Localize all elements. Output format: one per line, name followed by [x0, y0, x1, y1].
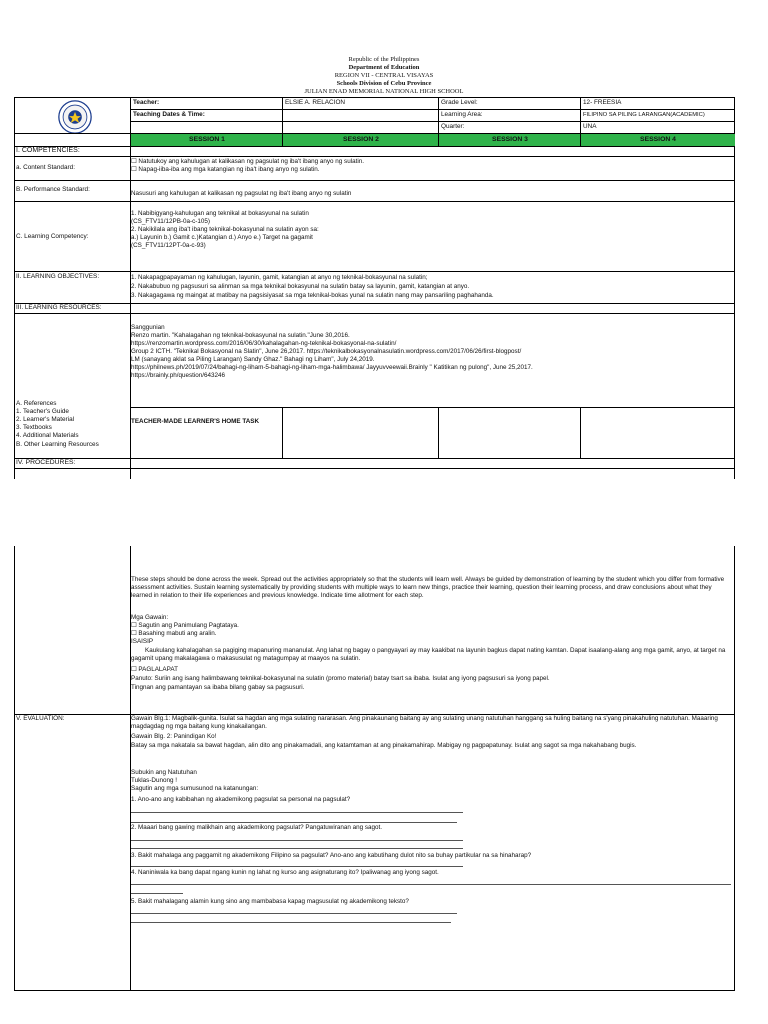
- answer-line: [131, 866, 463, 867]
- header-division: Schools Division of Cebu Province: [336, 80, 432, 87]
- mga-gawain-label: Mga Gawain:: [131, 614, 169, 621]
- resources-label: III. LEARNING RESOURCES:: [16, 304, 102, 311]
- ref-line-4: LM (sanayang aklat sa Piling Larangan) Sandy Ghaz." Bahagi ng Liham", July 24,2019.: [131, 356, 375, 363]
- content-standard-label: a. Content Standard:: [16, 164, 75, 171]
- tuklas-dunong: Tuklas-Dunong !: [131, 777, 177, 784]
- teacher-label: Teacher:: [133, 99, 160, 106]
- header-republic: Republic of the Philippines: [348, 56, 420, 63]
- ref-line-5: https://philnews.ph/2019/07/24/bahagi-ng-liham-5-bahagi-ng-liham-mga-halimbawa/ Jayyuvveewaii.Brainly " Katitikan ng pulong", June 25,2017.: [131, 364, 533, 371]
- objectives-label: II. LEARNING OBJECTIVES:: [16, 273, 100, 280]
- ref-line-1: Renzo martin. "Kahalagahan ng teknikal-bokasyunal na sulatin."June 30,2016.: [131, 332, 350, 339]
- session-3-header: SESSION 3: [438, 134, 581, 146]
- quarter-value: UNA: [583, 123, 597, 130]
- objective-1: 1. Nakapagpapayaman ng kahulugan, layunin, gamit, katangian at anyo ng teknikal-bokasyunal na sulatin;: [131, 274, 428, 281]
- question-5: 5. Bakit mahalagang alamin kung sino ang mambabasa kapag magsusulat ng akademikong teksto?: [131, 898, 409, 905]
- answer-line: [131, 913, 457, 914]
- ref-line-2: https://renzomartin.wordpress.com/2016/06/30/kahalagahan-ng-teknikal-bokasyonal-na-sulatin/: [131, 340, 397, 347]
- eval-gawain-2: Gawain Blg. 2: Panindigan Ko!: [131, 733, 217, 740]
- isaisip-label: ISAISIP: [131, 638, 154, 645]
- home-task-label: TEACHER-MADE LEARNER'S HOME TASK: [131, 418, 260, 425]
- subukin-label: Subukin ang Natutuhan: [131, 769, 197, 776]
- answer-line: [131, 840, 463, 841]
- procedures-label: IV. PROCEDURES:: [16, 459, 76, 466]
- objective-2: 2. Nakabubuo ng pagsusuri sa alinman sa mga teknikal bokasyunal na sulatin batay sa layunin, gamit, katangian at anyo.: [131, 283, 470, 290]
- refs-teachers-guide: 1. Teacher's Guide: [16, 408, 69, 415]
- refs-a: A. References: [16, 400, 57, 407]
- answer-line: [131, 812, 463, 813]
- session-2-header: SESSION 2: [282, 134, 439, 146]
- objective-3: 3. Nakagagawa ng maingat at matibay na pagsisiyasat sa mga teknikal-bokas yunal na sulatin nang may pansariling paghahanda.: [131, 292, 494, 299]
- school-header: [0, 56, 768, 96]
- deped-seal-icon: [58, 100, 92, 134]
- grade-label: Grade Level:: [441, 99, 478, 106]
- answer-line: [131, 922, 451, 923]
- competency-2: (CS_FTV11/12PB-0a-c-105): [131, 218, 210, 225]
- header-school: JULIAN ENAD MEMORIAL NATIONAL HIGH SCHOOL: [304, 88, 464, 95]
- content-standard-2: ☐ Napag-iiba-iba ang mga katangian ng iba't ibang anyo ng sulatin.: [131, 166, 320, 173]
- answer-line: [131, 848, 463, 849]
- competencies-label: I. COMPETENCIES:: [16, 147, 80, 154]
- eval-gawain-1: Gawain Blg.1: Magbalik-gunita. Isulat sa hagdan ang mga sulating nararasan. Ang pinakaunang baitang ay ang sulating unang natutuhan hanggang sa huling baitang na s'yang pinakahuling natutuhan. Maaaring magdagdag ng mga baitang kung kinakailangan.: [131, 715, 718, 730]
- isaisip-text: Kaukulang kahalagahan sa pagiging mapanuring mananulat. Ang lahat ng bagay o pangyayari ay may kaakibat na layunin bagkus dapat nating kamtan. Dapat isaalang-alang ang mga gamit, anyo, at target na gagamit upang makalagawa o makasusulat ng matagumpay at maayos na sulatin.: [131, 647, 726, 662]
- quarter-label: Quarter:: [441, 123, 465, 130]
- answer-line: [131, 822, 457, 823]
- refs-additional: 4. Additional Materials: [16, 432, 79, 439]
- answer-line: [131, 893, 183, 894]
- gawain-2: ☐ Basahing mabuti ang aralin.: [131, 630, 217, 637]
- paglalapat-label: ☐ PAGLALAPAT: [131, 666, 178, 673]
- question-1: 1. Ano-ano ang kabibahan ng akademikong pagsulat sa personal na pagsulat?: [131, 796, 351, 803]
- header-deped: Department of Education: [348, 64, 420, 71]
- ref-line-3: Group 2 ICTH. "Teknikal Bokasyonal na Slatin", June 26,2017. https://teknikalbokasyonalnasulatin.wordpress.com/2017/06/26/first-blogpost/: [131, 348, 522, 355]
- content-standard-1: ☐ Natutukoy ang kahulugan at kalikasan ng pagsulat ng iba't ibang anyo ng sulatin.: [131, 158, 364, 165]
- performance-standard-label: B. Performance Standard:: [16, 186, 90, 193]
- evaluation-label: V. EVALUATION:: [16, 715, 65, 722]
- session-4-header: SESSION 4: [580, 134, 735, 146]
- teacher-value: ELSIE A. RELACION: [285, 99, 346, 106]
- ref-heading: Sanggunian: [131, 324, 165, 331]
- learning-competency-label: C. Learning Competency:: [16, 233, 89, 240]
- refs-learners-material: 2. Learner's Material: [16, 416, 75, 423]
- panuto: Panuto: Suriin ang isang halimbawang teknikal-bokasyunal na sulatin (promo material) batay tsart sa ibaba. Isulat ang iyong pagsusuri sa iyong papel.: [131, 675, 550, 682]
- grade-value: 12- FREESIA: [583, 99, 622, 106]
- question-4: 4. Naniniwala ka bang dapat ngang kunin ng lahat ng kurso ang asignaturang ito? Ipaliwanag ang iyong sagot.: [131, 869, 439, 876]
- session-1-header: SESSION 1: [130, 134, 283, 146]
- ref-line-6: https://brainly.ph/question/643246: [131, 372, 226, 379]
- area-label: Learning Area:: [441, 111, 483, 118]
- area-value: FILIPINO SA PILING LARANGAN(ACADEMIC): [583, 112, 705, 118]
- tingnan: Tingnan ang pamantayan sa ibaba bilang gabay sa pagsusuri.: [131, 684, 305, 691]
- eval-batay: Batay sa mga nakatala sa bawat hagdan, alin dito ang pinakamadali, ang katamtaman at ang pinakamahirap. Mabigay ng pagpapatunay. Isulat ang sagot sa mga nakahabang bugis.: [131, 742, 637, 749]
- competency-5: (CS_FTV11/12PT-0a-c-93): [131, 242, 206, 249]
- competency-3: 2. Nakikilala ang iba't ibang teknikal-bokasyunal na sulatin ayon sa:: [131, 226, 319, 233]
- sagutin-label: Sagutin ang mga sumusunod na katanungan:: [131, 785, 259, 792]
- header-region: REGION VII - CENTRAL VISAYAS: [334, 72, 434, 79]
- question-3: 3. Bakit mahalaga ang paggamit ng akademikong Filipino sa pagsulat? Ano-ano ang kabutihang dulot nito sa buhay partikular na sa hinaharap?: [131, 852, 532, 859]
- answer-line: [131, 884, 731, 885]
- performance-standard-1: Nasusuri ang kahulugan at kalikasan ng pagsulat ng iba't ibang anyo ng sulatin: [131, 190, 352, 197]
- refs-other: B. Other Learning Resources: [16, 441, 99, 448]
- refs-textbooks: 3. Textbooks: [16, 424, 52, 431]
- question-2: 2. Maaari bang gawing malikhain ang akademikong pagsulat? Pangatuwiranan ang sagot.: [131, 824, 382, 831]
- dates-label: Teaching Dates & Time:: [133, 111, 205, 118]
- gawain-1: ☐ Sagutin ang Panimulang Pagtataya.: [131, 622, 239, 629]
- competency-4: a.) Layunin b.) Gamit c.)Katangian d.) Anyo e.) Target na gagamit: [131, 234, 313, 241]
- competency-1: 1. Nabibigyang-kahulugan ang teknikal at bokasyunal na sulatin: [131, 210, 309, 217]
- procedure-instructions: These steps should be done across the week. Spread out the activities appropriately so that the students will learn well. Always be guided by demonstration of learning by the student which you differ from formative assessment activities. Sustain learning systematically by providing students with multiple ways to learn new things, practice their learning, question their learning process, and draw conclusions about what they learned in relation to their life experiences and previous knowledge. Indicate time allotment for each step.: [131, 576, 725, 599]
